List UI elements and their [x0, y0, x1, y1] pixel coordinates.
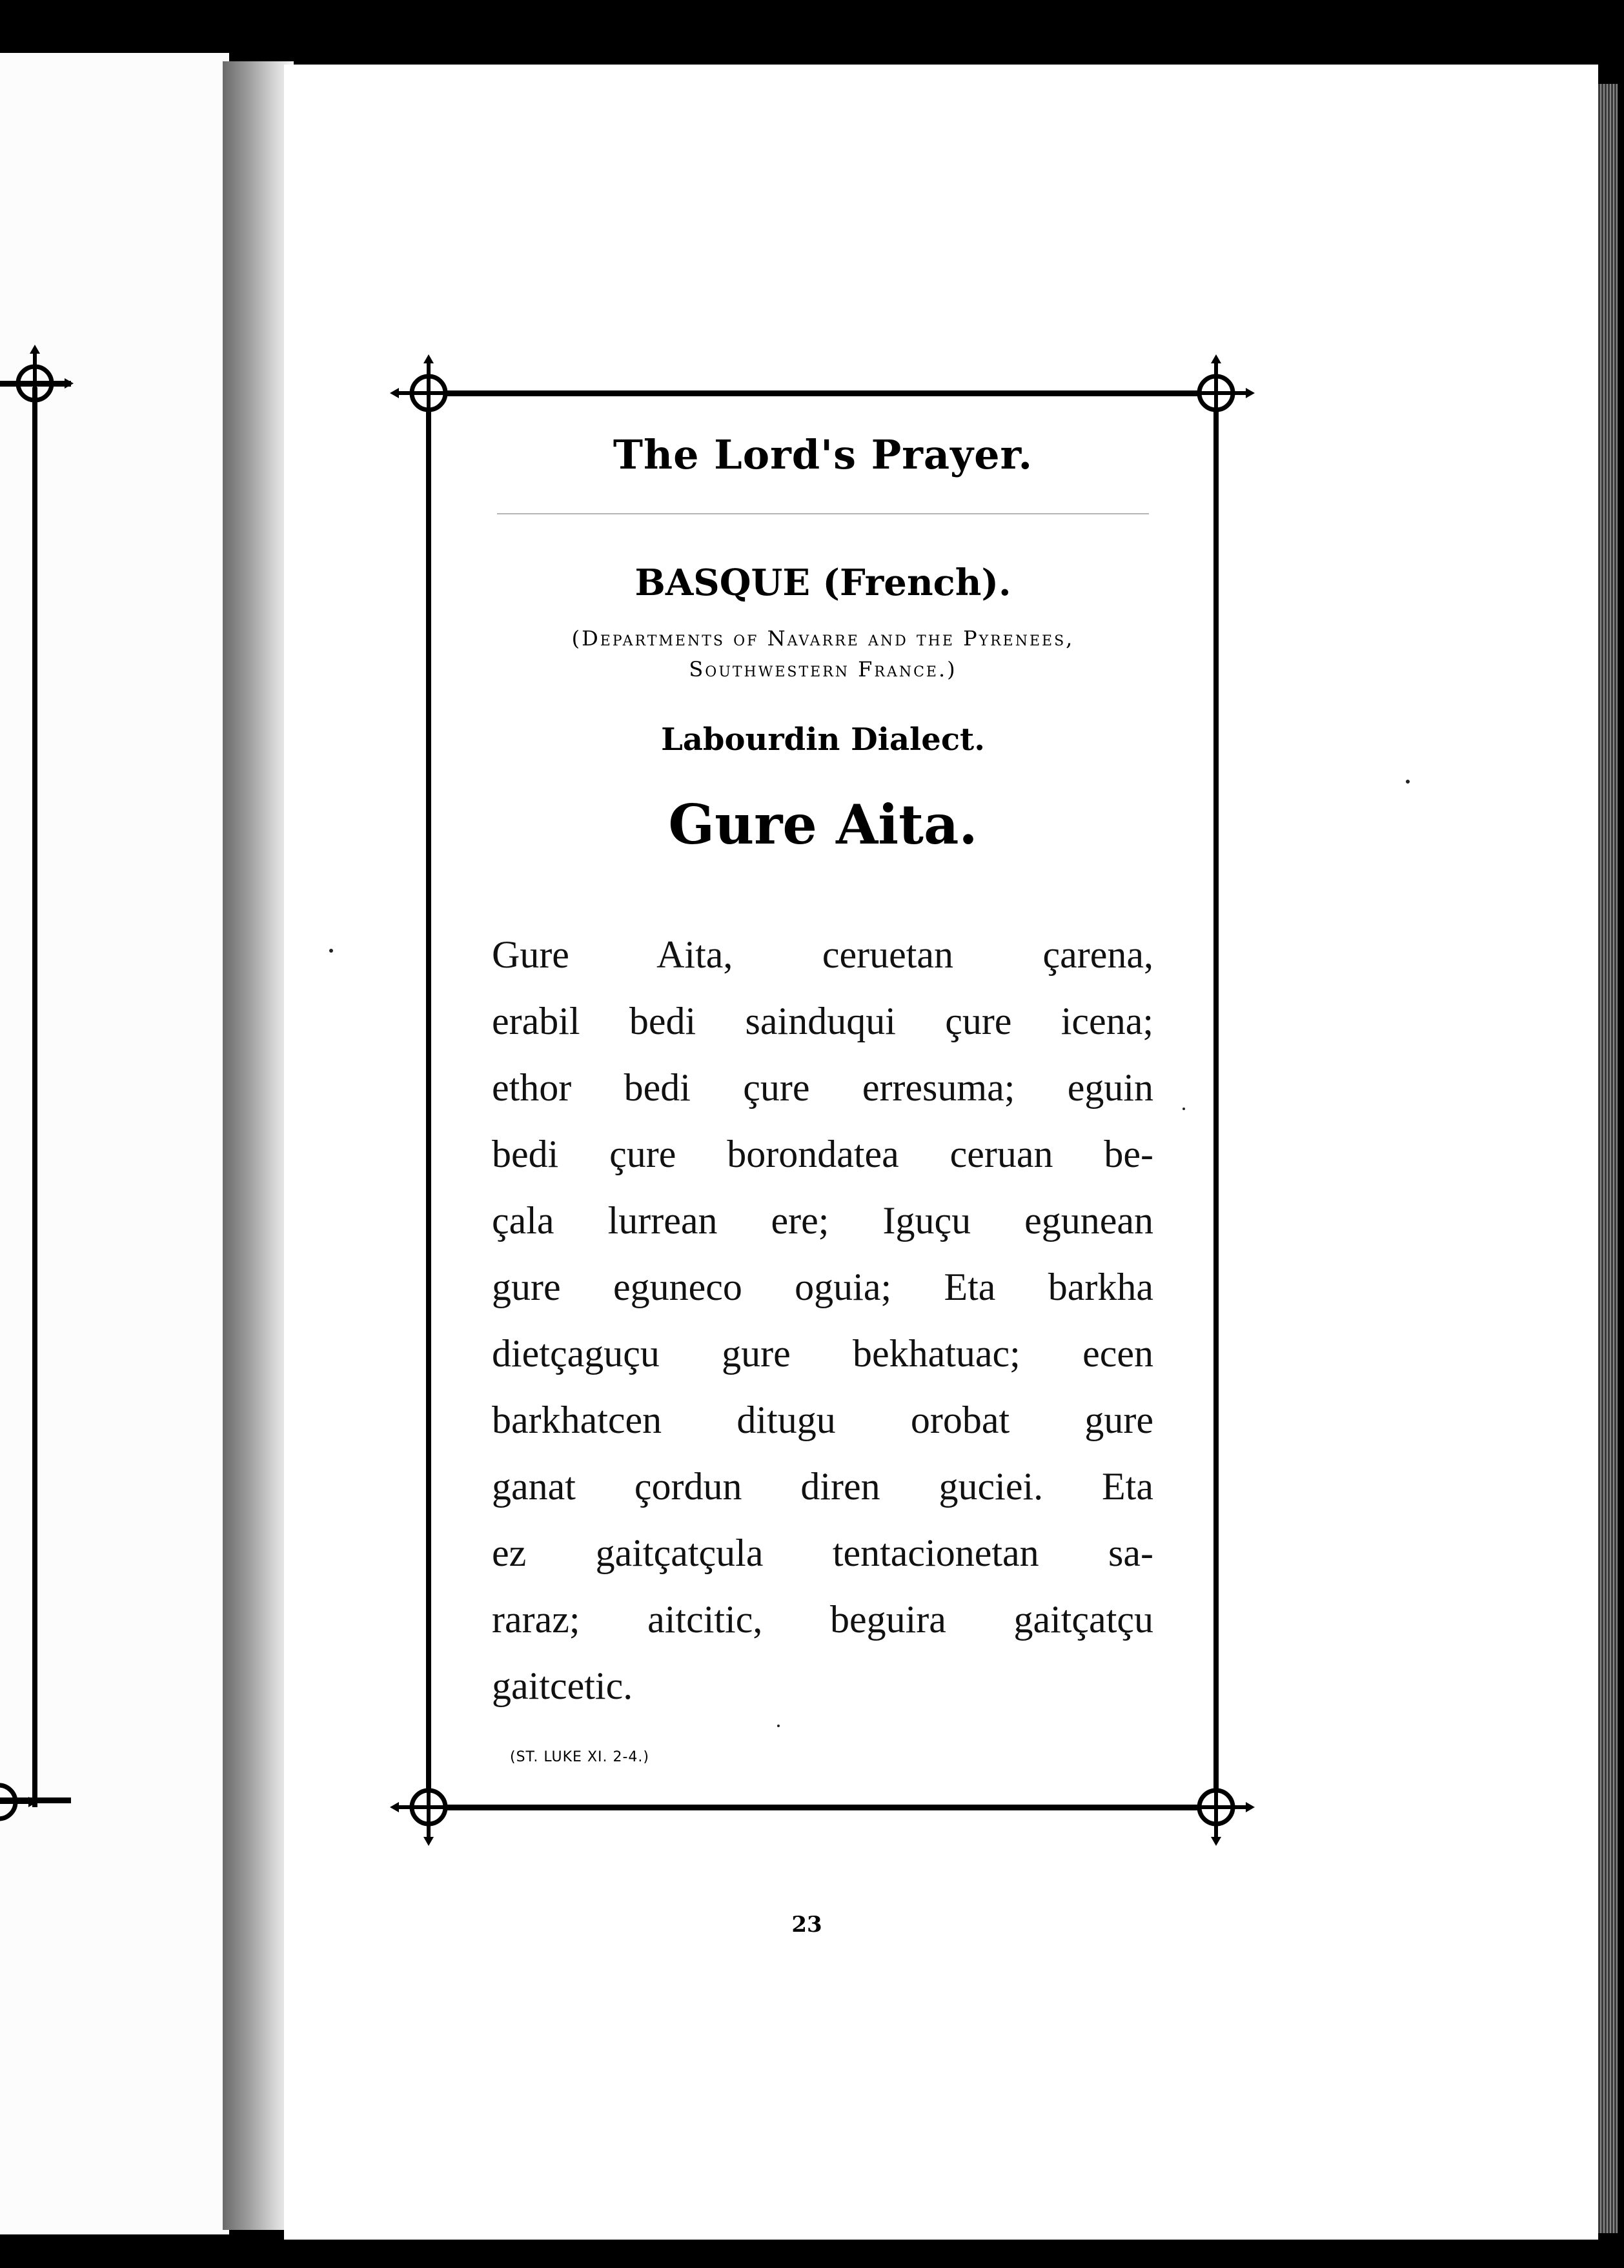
prayer-line: gaitcetic.: [492, 1665, 633, 1707]
scripture-citation: (ST. LUKE XI. 2-4.): [510, 1749, 650, 1765]
prayer-line: ez gaitçatçula tentacionetan sa-: [492, 1532, 1153, 1574]
prayer-line: ethor bedi çure erresuma; eguin: [492, 1066, 1153, 1109]
cross-ornament-icon: [1177, 1768, 1255, 1846]
page-header-title: The Lord's Prayer.: [613, 431, 1033, 478]
page-edge: [1598, 84, 1618, 2233]
cross-ornament-icon: [390, 354, 467, 432]
scan-speck: [777, 1725, 780, 1727]
header-rule: [497, 513, 1149, 514]
language-heading: BASQUE (French).: [634, 562, 1011, 604]
prayer-line: dietçaguçu gure bekhatuac; ecen: [492, 1332, 1153, 1375]
left-page-frame-rule: [32, 387, 37, 1807]
cross-ornament-icon: [0, 345, 74, 422]
prayer-line: ganat çordun diren guciei. Eta: [492, 1465, 1153, 1508]
book-gutter: [223, 61, 294, 2230]
scan-speck: [1182, 1108, 1185, 1110]
prayer-line: barkhatcen ditugu orobat gure: [492, 1399, 1153, 1441]
prayer-line: raraz; aitcitic, beguira gaitçatçu: [492, 1598, 1153, 1641]
scan-speck: [1406, 780, 1410, 784]
page-number: 23: [791, 1912, 822, 1938]
prayer-line: erabil bedi sainduqui çure icena;: [492, 1000, 1153, 1042]
dialect-heading: Labourdin Dialect.: [661, 722, 985, 758]
prayer-line: bedi çure borondatea ceruan be-: [492, 1133, 1153, 1175]
prayer-line: Gure Aita, ceruetan çarena,: [492, 933, 1153, 976]
region-line: Southwestern France.): [689, 657, 957, 682]
prayer-title: Gure Aita.: [668, 793, 978, 856]
scan-speck: [329, 949, 333, 953]
region-line: (Departments of Navarre and the Pyrenees,: [571, 626, 1075, 651]
cross-ornament-icon: [0, 1763, 37, 1841]
region-note: [452, 623, 1194, 685]
prayer-line: çala lurrean ere; Iguçu egunean: [492, 1199, 1153, 1242]
prayer-text: [492, 922, 1153, 1719]
prayer-line: gure eguneco oguia; Eta barkha: [492, 1266, 1153, 1308]
cross-ornament-icon: [390, 1768, 467, 1846]
cross-ornament-icon: [1177, 354, 1255, 432]
